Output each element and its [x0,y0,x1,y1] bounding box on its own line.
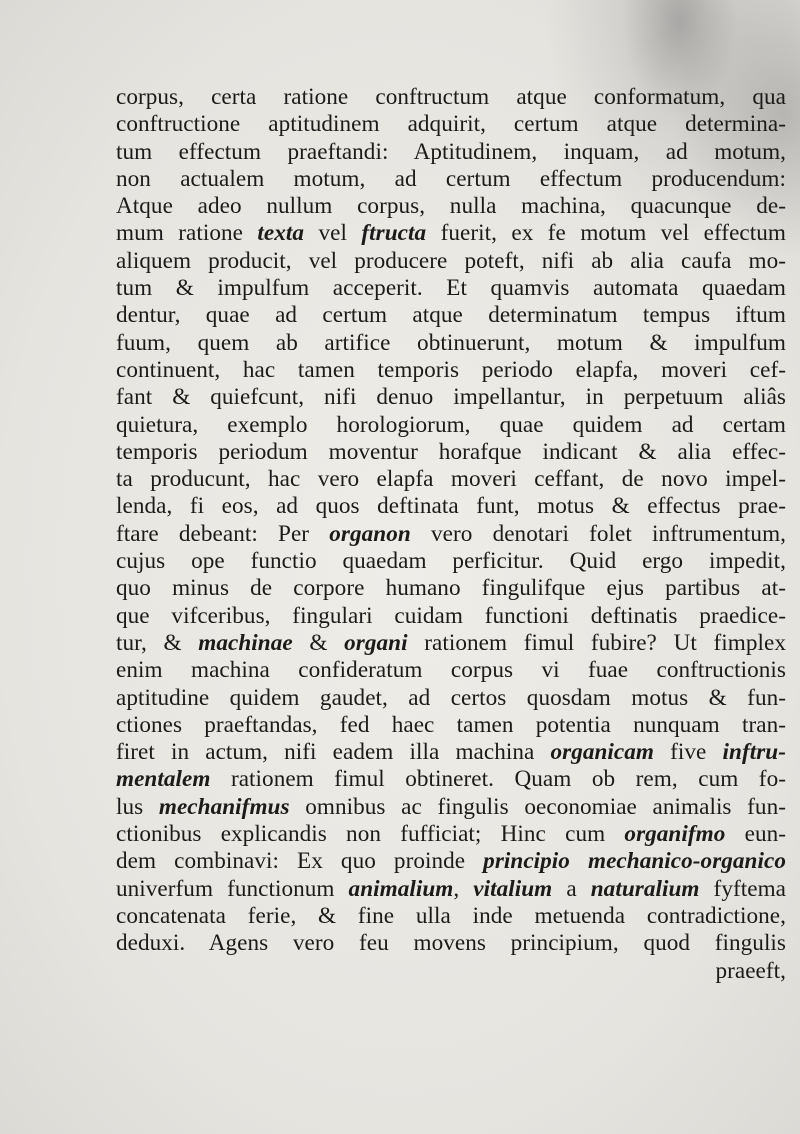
text-segment: ctiones praeftandas, fed haec tamen potentia nunquam tran- [116,711,786,738]
text-segment: ftare debeant: Per [116,520,330,547]
text-line [116,412,786,439]
text-segment: tum effectum praeftandi: Aptitudinem, inquam, ad motum, [116,138,786,165]
text-segment: corpus, certa ratione conftructum atque conformatum, qua [116,84,786,110]
text-line [116,193,786,220]
text-segment: fant & quiefcunt, nifi denuo impellantur, in perpetuum aliâs [116,384,786,411]
text-line [116,657,786,684]
text-line [116,848,786,875]
text-segment: enim machina confideratum corpus vi fuae conftructionis [116,657,786,684]
text-line [116,330,786,357]
text-segment: five [654,739,723,766]
text-segment: continuent, hac tamen temporis periodo elapfa, moveri cef- [116,356,786,383]
text-segment: & [292,629,345,656]
text-line [116,766,786,793]
text-line [116,220,786,247]
italic-term: organi [344,629,408,656]
text-segment: omnibus ac fingulis oeconomiae animalis fun- [289,793,786,820]
text-line [116,930,786,957]
text-segment: aptitudine quidem gaudet, ad certos quosdam motus & fun- [116,684,786,711]
text-segment: mum ratione [116,220,258,247]
text-segment: vero denotari folet inftrumentum, [410,520,786,547]
text-segment: cujus ope functio quaedam perficitur. Quid ergo impedit, [116,548,786,575]
text-segment: aliquem producit, vel producere poteft, nifi ab alia caufa mo- [116,247,786,274]
italic-term: organon [329,520,411,547]
text-line [116,685,786,712]
text-segment: lus [116,793,159,820]
italic-term: principio mechanico-organico [483,848,786,875]
text-segment: eun- [725,821,786,848]
text-line [116,821,786,848]
text-segment: fuerit, ex fe motum vel effectum [426,220,786,247]
text-segment: que vifceribus, fingulari cuidam functioni deftinatis praedice- [116,602,786,629]
text-segment: non actualem motum, ad certum effectum producendum: [116,165,786,192]
italic-term: mechanifmus [158,793,290,820]
text-segment: concatenata ferie, & fine ulla inde metuenda contradictione, [116,902,786,929]
text-line [116,466,786,493]
text-line [116,630,786,657]
text-line [116,876,786,903]
text-segment: dentur, quae ad certum atque determinatum tempus iftum [116,302,786,329]
italic-term: organicam [550,739,654,766]
text-segment: rationem fimul obtineret. Quam ob rem, cum fo- [210,766,786,793]
text-line [116,794,786,821]
text-segment: tum & impulfum acceperit. Et quamvis automata quaedam [116,275,786,302]
italic-term: machinae [198,629,293,656]
text-segment: Atque adeo nullum corpus, nulla machina, quacunque de- [116,193,786,220]
italic-term: ftructa [361,220,427,247]
text-line [116,384,786,411]
text-segment: quietura, exemplo horologiorum, quae quidem ad certam [116,411,786,438]
text-segment: univerfum functionum [116,875,349,902]
text-line [116,603,786,630]
italic-term: texta [257,220,305,247]
text-line [116,548,786,575]
italic-term: inftru- [722,739,786,766]
text-segment: deduxi. Agens vero feu movens principium, quod fingulis [116,930,786,957]
text-segment: ta producunt, hac vero elapfa moveri ceffant, de novo impel- [116,466,786,493]
text-segment: a [552,875,591,902]
text-line [116,248,786,275]
text-line [116,84,786,111]
text-line [116,357,786,384]
text-segment: rationem fimul fubire? Ut fimplex [407,629,786,656]
text-segment: fuum, quem ab artifice obtinuerunt, motum & impulfum [116,329,786,356]
text-segment: dem combinavi: Ex quo proinde [116,848,484,875]
text-segment: quo minus de corpore humano fingulifque ejus partibus at- [116,575,786,602]
text-line [116,712,786,739]
italic-term: mentalem [116,766,211,793]
text-segment: temporis periodum moventur horafque indicant & alia effec- [116,438,786,465]
text-segment: vel [304,220,362,247]
text-line [116,439,786,466]
text-line [116,139,786,166]
text-line [116,111,786,138]
text-segment: , [453,875,474,902]
text-line [116,493,786,520]
text-segment: praeeft, [715,957,786,984]
text-segment: fyftema [699,875,786,902]
text-segment: conftructione aptitudinem adquirit, certum atque determina- [116,111,786,138]
text-segment: lenda, fi eos, ad quos deftinata funt, motus & effectus prae- [116,493,786,520]
text-line [116,903,786,930]
text-segment: tur, & [116,629,199,656]
text-line [116,302,786,329]
text-line [116,521,786,548]
text-line [116,739,786,766]
italic-term: vitalium [473,875,553,902]
italic-term: animalium [348,875,454,902]
text-line [116,958,786,985]
text-line [116,575,786,602]
italic-term: organifmo [624,821,726,848]
body-text [116,84,786,985]
text-line [116,166,786,193]
text-segment: ctionibus explicandis non fufficiat; Hinc cum [116,821,625,848]
text-line [116,275,786,302]
text-segment: firet in actum, nifi eadem illa machina [116,739,551,766]
italic-term: naturalium [590,875,700,902]
